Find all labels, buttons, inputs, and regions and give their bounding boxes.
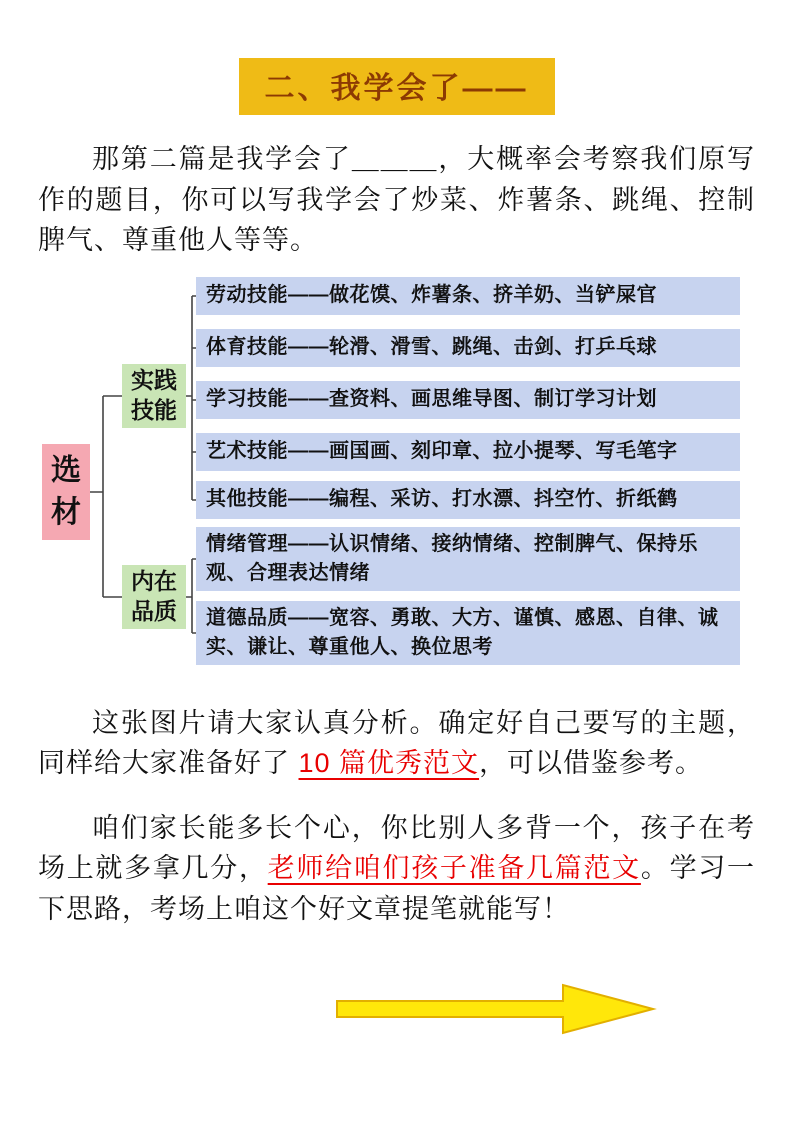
arrow-container: [0, 981, 793, 1042]
title-container: [0, 0, 793, 115]
parents-paragraph: [38, 808, 755, 930]
root-topic: 选材: [42, 444, 90, 540]
highlight-model-essays: 10 篇优秀范文: [298, 748, 480, 778]
quality-row-emotion: 情绪管理——认识情绪、接纳情绪、控制脾气、保持乐观、合理表达情绪: [196, 527, 740, 591]
skill-row-study: 学习技能——查资料、画思维导图、制订学习计划: [196, 381, 740, 419]
branch-inner-qualities: 内在品质: [122, 565, 186, 629]
intro-text: 那第二篇是我学会了＿＿＿，大概率会考察我们原写作的题目，你可以写我学会了炒菜、炸薯条、跳绳、控制脾气、尊重他人等等。: [38, 144, 755, 255]
intro-paragraph: [38, 139, 755, 261]
branch-practical-skills: 实践技能: [122, 364, 186, 428]
quality-row-moral: 道德品质——宽容、勇敢、大方、谨慎、感恩、自律、诚实、谦让、尊重他人、换位思考: [196, 601, 740, 665]
analysis-paragraph: [38, 703, 755, 784]
page-title: 二、我学会了——: [239, 58, 555, 115]
highlight-teacher-essays: 老师给咱们孩子准备几篇范文: [267, 853, 641, 883]
parents-text-post: 。学习一下思路，考场上咱这个好文章提笔就能写！: [38, 853, 756, 924]
analysis-text-pre: 这张图片请大家认真分析。确定好自己要写的主题，同样给大家准备好了: [38, 707, 755, 778]
skill-row-labor: 劳动技能——做花馍、炸薯条、挤羊奶、当铲屎官: [196, 277, 740, 315]
parents-text-pre: 咱们家长能多长个心，你比别人多背一个，孩子在考场上就多拿几分，: [38, 812, 755, 883]
skill-row-art: 艺术技能——画国画、刻印章、拉小提琴、写毛笔字: [196, 433, 740, 471]
mindmap: [0, 269, 793, 679]
next-arrow-icon: [335, 981, 657, 1037]
skill-row-other: 其他技能——编程、采访、打水漂、抖空竹、折纸鹤: [196, 481, 740, 519]
analysis-text-post: ，可以借鉴参考。: [479, 748, 704, 778]
skill-row-sports: 体育技能——轮滑、滑雪、跳绳、击剑、打乒乓球: [196, 329, 740, 367]
